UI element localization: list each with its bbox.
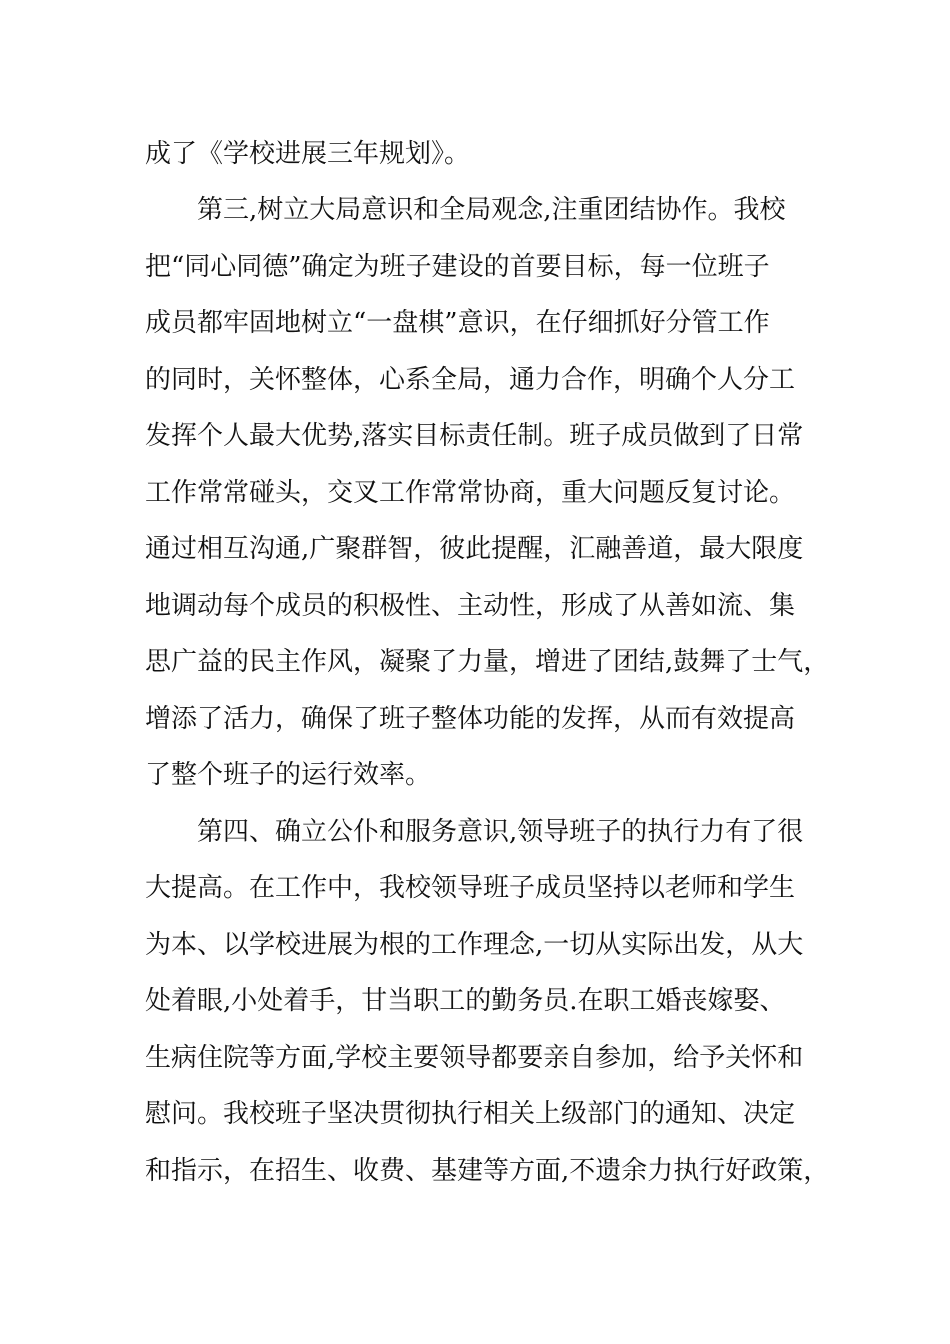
text-line: 的同时，关怀整体，心系全局，通力合作，明确个人分工 [145, 365, 796, 395]
text-line: 大提高。在工作中，我校领导班子成员坚持以老师和学生 [145, 873, 796, 903]
paragraph-3-first-line: 第三,树立大局意识和全局观念,注重团结协作。我校 [197, 195, 786, 225]
text-line: 生病住院等方面,学校主要领导都要亲自参加，给予关怀和 [145, 1043, 804, 1073]
text-line: 成了《学校进展三年规划》。 [145, 139, 471, 169]
text-line: 慰问。我校班子坚决贯彻执行相关上级部门的通知、决定 [145, 1099, 796, 1129]
text-line: 发挥个人最大优势,落实目标责任制。班子成员做到了日常 [145, 421, 804, 451]
text-line: 思广益的民主作风，凝聚了力量，增进了团结,鼓舞了士气， [145, 647, 830, 677]
text-line: 了整个班子的运行效率。 [145, 760, 432, 790]
text-line: 地调动每个成员的积极性、主动性，形成了从善如流、集 [145, 591, 796, 621]
text-line: 和指示，在招生、收费、基建等方面,不遗余力执行好政策， [145, 1156, 830, 1186]
text-line: 为本、以学校进展为根的工作理念,一切从实际出发，从大 [145, 930, 804, 960]
paragraph-4-first-line: 第四、确立公仆和服务意识,领导班子的执行力有了很 [197, 817, 804, 847]
text-line: 工作常常碰头，交叉工作常常协商，重大问题反复讨论。 [145, 478, 796, 508]
text-line: 通过相互沟通,广聚群智，彼此提醒，汇融善道，最大限度 [145, 534, 804, 564]
text-line: 增添了活力，确保了班子整体功能的发挥，从而有效提高 [145, 704, 796, 734]
text-line: 成员都牢固地树立“一盘棋”意识，在仔细抓好分管工作 [145, 308, 770, 338]
text-line: 把“同心同德”确定为班子建设的首要目标，每一位班子 [145, 252, 770, 282]
text-line: 处着眼,小处着手，甘当职工的勤务员.在职工婚丧嫁娶、 [145, 986, 786, 1016]
